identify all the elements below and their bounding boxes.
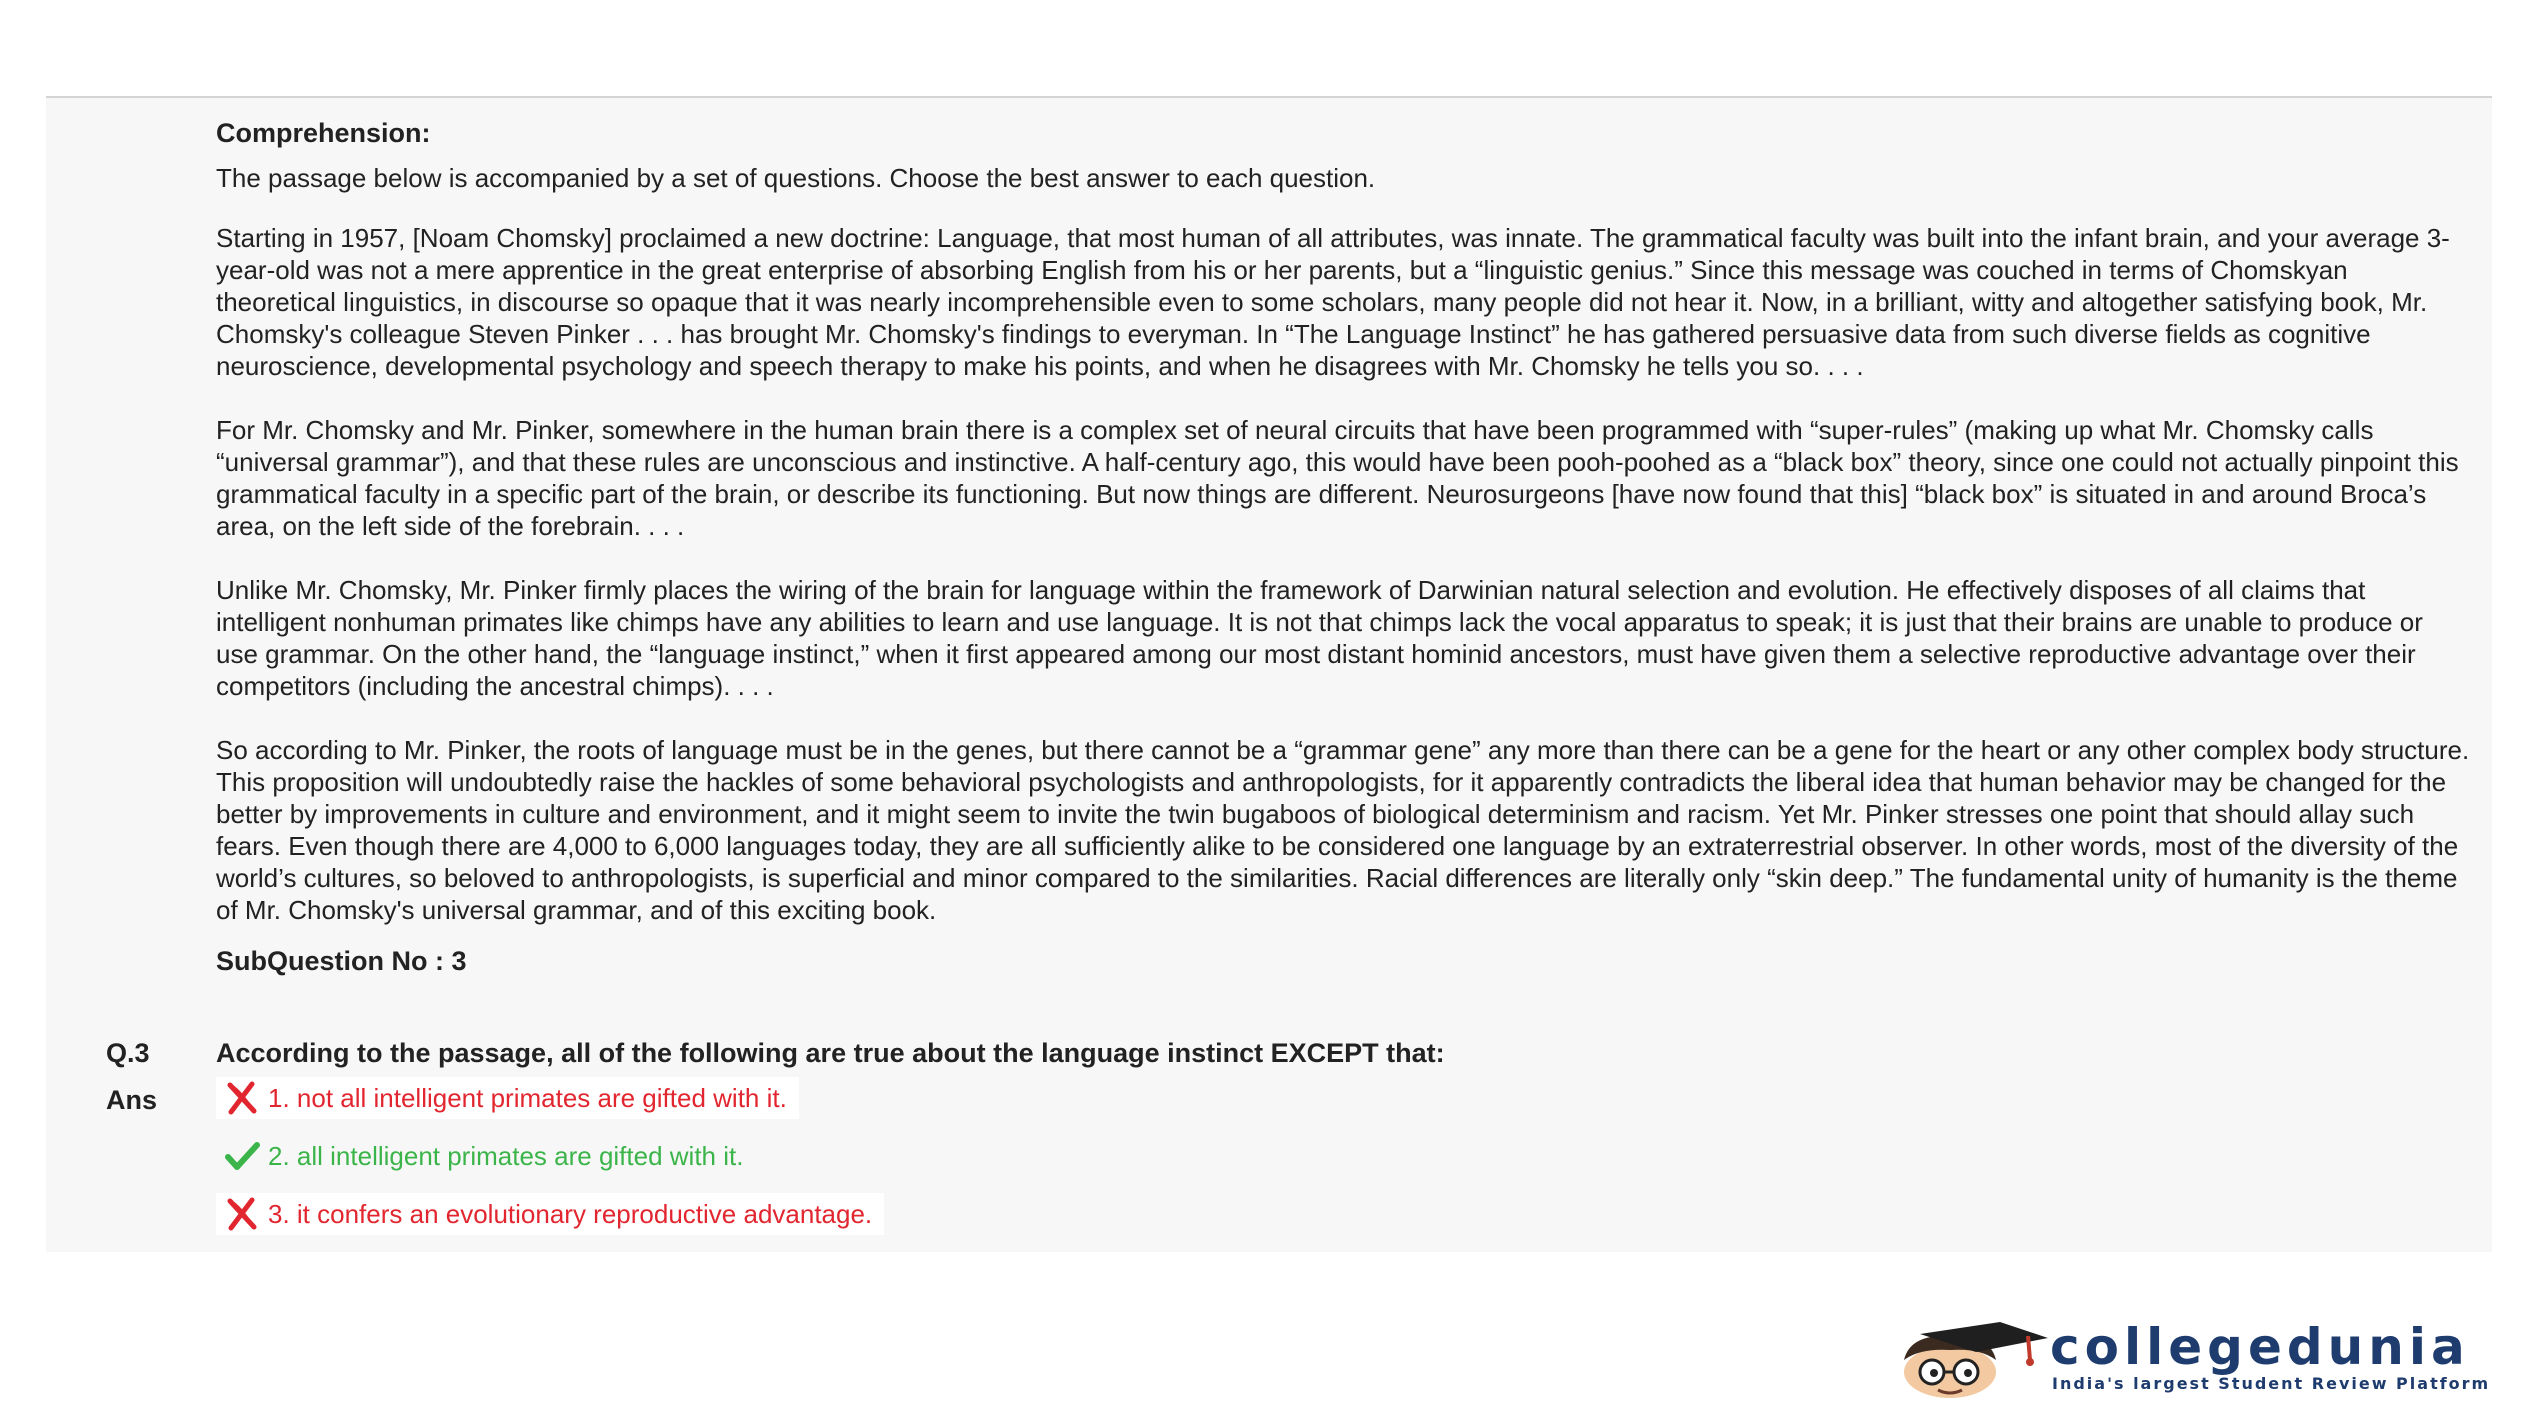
logo-wordmark: collegedunia: [2050, 1318, 2470, 1376]
answer-option-1: [216, 1077, 799, 1119]
answer-option-text: 3. it confers an evolutionary reproductive advantage.: [268, 1199, 873, 1229]
collegedunia-logo: [1880, 1320, 2520, 1400]
comprehension-heading: Comprehension:: [216, 118, 431, 148]
answer-option-3: [216, 1193, 884, 1235]
question-text: According to the passage, all of the following are true about the language instinct EXCEPT that:: [216, 1038, 1445, 1068]
passage-paragraph-2: For Mr. Chomsky and Mr. Pinker, somewhere in the human brain there is a complex set of neural circuits that have been programmed with “super-rules” (making up what Mr. Chomsky calls “universal grammar”), and that these rules are unconscious and instinctive. A half-century ago, this would have been pooh-poohed as a “black box” theory, since one could not actually pinpoint this grammatical faculty in a specific part of the brain, or describe its functioning. But now things are different. Neurosurgeons [have now found that this] “black box” is situated in and around Broca’s area, on the left side of the forebrain. . . .: [216, 415, 2459, 541]
question-number: Q.3: [106, 1038, 150, 1068]
subquestion-label: SubQuestion No : 3: [216, 946, 467, 976]
passage-paragraph-4: So according to Mr. Pinker, the roots of language must be in the genes, but there cannot be a “grammar gene” any more than there can be a gene for the heart or any other complex body structure. This proposition will undoubtedly raise the hackles of some behavioral psychologists and anthropologists, for it apparently contradicts the liberal idea that human behavior may be changed for the better by improvements in culture and environment, and it might seem to invite the twin bugaboos of biological determinism and racism. Yet Mr. Pinker stresses one point that should allay such fears. Even though there are 4,000 to 6,000 languages today, they are all sufficiently alike to be considered one language by an extraterrestrial observer. In other words, most of the diversity of the world’s cultures, so beloved to anthropologists, is superficial and minor compared to the similarities. Racial differences are literally only “skin deep.” The fundamental unity of humanity is the theme of Mr. Chomsky's universal grammar, and of this exciting book.: [216, 735, 2470, 925]
question-panel: [46, 96, 2492, 1252]
passage-paragraph-1: Starting in 1957, [Noam Chomsky] proclaimed a new doctrine: Language, that most human of all attributes, was innate. The grammatical faculty was built into the infant brain, and your average 3-year-old was not a mere apprentice in the great enterprise of absorbing English from his or her parents, but a “linguistic genius.” Since this message was couched in terms of Chomskyan theoretical linguistics, in discourse so opaque that it was nearly incomprehensible even to some scholars, many people did not hear it. Now, in a brilliant, witty and altogether satisfying book, Mr. Chomsky's colleague Steven Pinker . . . has brought Mr. Chomsky's findings to everyman. In “The Language Instinct” he has gathered persuasive data from such diverse fields as cognitive neuroscience, developmental psychology and speech therapy to make his points, and when he disagrees with Mr. Chomsky he tells you so. . . .: [216, 223, 2450, 381]
logo-tagline: India's largest Student Review Platform: [2052, 1374, 2491, 1393]
answer-option-2: [216, 1135, 755, 1177]
comprehension-section: [216, 116, 2472, 978]
mascot-graduate-icon: [1880, 1320, 2050, 1400]
answer-option-text: 1. not all intelligent primates are gifted with it.: [268, 1083, 787, 1113]
passage-paragraph-3: Unlike Mr. Chomsky, Mr. Pinker firmly places the wiring of the brain for language within the framework of Darwinian natural selection and evolution. He effectively disposes of all claims that intelligent nonhuman primates like chimps have any abilities to learn and use language. It is not that chimps lack the vocal apparatus to speak; it is just that their brains are unable to produce or use grammar. On the other hand, the “language instinct,” when it first appeared among our most distant hominid ancestors, must have given them a selective reproductive advantage over their competitors (including the ancestral chimps). . . .: [216, 575, 2423, 701]
answer-option-text: 2. all intelligent primates are gifted with it.: [268, 1141, 744, 1171]
comprehension-intro: The passage below is accompanied by a set of questions. Choose the best answer to each question.: [216, 163, 1376, 193]
check-icon: [224, 1139, 260, 1173]
cross-icon: [224, 1081, 260, 1115]
cross-icon: [224, 1197, 260, 1231]
answer-label: Ans: [106, 1085, 158, 1115]
